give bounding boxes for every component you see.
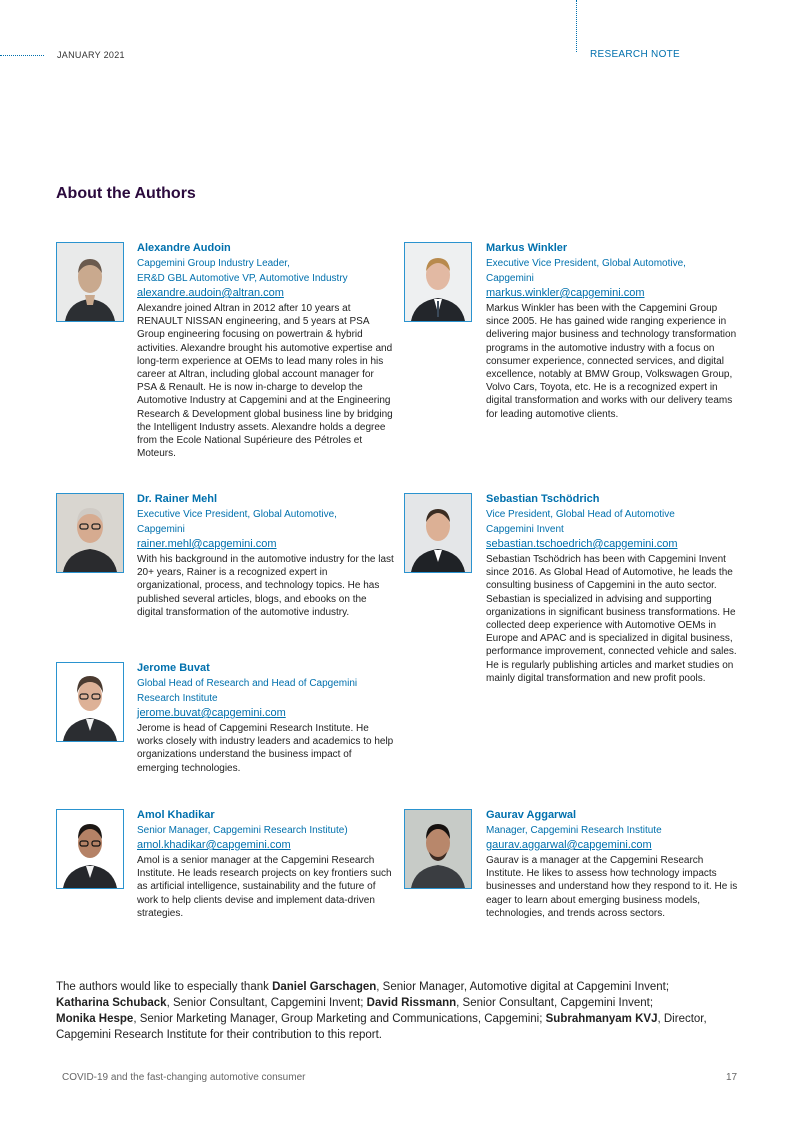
author-name: Amol Khadikar — [137, 809, 215, 821]
author-name: Sebastian Tschödrich — [486, 493, 600, 505]
author-role: Senior Manager, Capgemini Research Institute) — [137, 825, 348, 836]
thanks-person-name: Monika Hespe — [56, 1013, 134, 1025]
portrait-icon — [405, 243, 471, 321]
portrait-icon — [57, 243, 123, 321]
author-photo — [404, 493, 472, 573]
author-photo — [404, 809, 472, 889]
author-role: ER&D GBL Automotive VP, Automotive Industry — [137, 273, 348, 284]
author-role: Vice President, Global Head of Automotive — [486, 509, 675, 520]
author-photo — [56, 242, 124, 322]
author-role: Capgemini Invent — [486, 524, 564, 535]
acknowledgements — [56, 979, 746, 1043]
author-role: Manager, Capgemini Research Institute — [486, 825, 662, 836]
portrait-icon — [57, 494, 123, 572]
portrait-icon — [57, 663, 123, 741]
header-dotted-divider — [576, 0, 577, 52]
author-bio: Markus Winkler has been with the Capgemini Group since 2005. He has gained wide ranging experience in delivering major business and technology transformation programs in the automotive industry with a focus on consumer experience, connected services, and digital excellence, notably at BMW Group, Volkswagen Group, Volvo Cars, Toyota, etc. He is a recognized expert in digital transformation and works with our delivery teams for leading automotive clients. — [486, 303, 737, 420]
author-bio: Jerome is head of Capgemini Research Institute. He works closely with industry leaders and academics to help organizations understand the business impact of emerging technologies. — [137, 723, 394, 774]
author-email-link[interactable]: rainer.mehl@capgemini.com — [137, 538, 277, 550]
header-date: JANUARY 2021 — [57, 50, 125, 60]
thanks-person-name: Daniel Garschagen — [272, 981, 377, 993]
thanks-intro: The authors would like to especially thank — [56, 981, 273, 993]
author-bio: Alexandre joined Altran in 2012 after 10 years at RENAULT NISSAN engineering, and 5 years at PSA Group engineering focusing on powertrain & hybrid activities. Alexandre brought his automotive expertise and long-term experience at OEMs to lead many roles in his career at Altran, including global account manager for PSA & Renault. He is now in-charge to develop the Automotive Industry at Capgemini and at the Engineering Research & Development global business line by bridging the Intelligent Industry assets. Alexandre holds a degree from the Ecole National Supérieure des Pétroles et Moteurs. — [137, 303, 393, 460]
portrait-icon — [405, 810, 471, 888]
author-role: Capgemini — [137, 524, 185, 535]
author-name: Jerome Buvat — [137, 662, 210, 674]
author-photo — [56, 809, 124, 889]
thanks-person-name: Katharina Schuback — [56, 997, 167, 1009]
author-photo — [56, 493, 124, 573]
thanks-person-desc: , Director, Capgemini Research Institute for their contribution to this report. — [56, 1013, 707, 1041]
thanks-person-desc: , Senior Marketing Manager, Group Marketing and Communications, Capgemini; — [133, 1013, 546, 1025]
author-role: Capgemini Group Industry Leader, — [137, 258, 290, 269]
author-role: Executive Vice President, Global Automotive, — [137, 509, 337, 520]
page-title: About the Authors — [56, 185, 196, 202]
author-role: Executive Vice President, Global Automotive, — [486, 258, 686, 269]
author-role: Global Head of Research and Head of Capgemini — [137, 678, 358, 689]
author-name: Alexandre Audoin — [137, 242, 231, 254]
page-number: 17 — [726, 1072, 738, 1083]
author-bio: Sebastian Tschödrich has been with Capgemini Invent since 2016. As Global Head of Automotive, he leads the consulting business of Capgemini in the auto sector. Sebastian is specialized in advising and supporting organizations in significant business transformations. He collected deep experience with Automotive OEMs in Europe and APAC and is specialized in digital business, performance improvement, connected vehicle and sales. He is regularly publishing articles and market studies on mainly digital transformation and new profit pools. — [486, 554, 737, 684]
author-photo — [56, 662, 124, 742]
author-bio: With his background in the automotive industry for the last 20+ years, Rainer is a recognized expert in organizational, process, and technology topics. He has published several articles, blogs, and ebooks on the digital transformation of the automotive industry. — [137, 554, 394, 618]
thanks-person-desc: , Senior Manager, Automotive digital at Capgemini Invent; — [376, 981, 670, 993]
author-name: Dr. Rainer Mehl — [137, 493, 218, 505]
author-email-link[interactable]: gaurav.aggarwal@capgemini.com — [486, 839, 652, 851]
thanks-person-name: David Rissmann — [366, 997, 457, 1009]
author-role: Research Institute — [137, 693, 218, 704]
thanks-person-desc: , Senior Consultant, Capgemini Invent; — [166, 997, 367, 1009]
author-email-link[interactable]: jerome.buvat@capgemini.com — [137, 707, 286, 719]
author-photo — [404, 242, 472, 322]
author-email-link[interactable]: alexandre.audoin@altran.com — [137, 287, 284, 299]
footer-report-title: COVID-19 and the fast-changing automotive consumer — [62, 1072, 306, 1083]
author-role: Capgemini — [486, 273, 534, 284]
portrait-icon — [57, 810, 123, 888]
header-section-label: RESEARCH NOTE — [590, 49, 681, 60]
author-email-link[interactable]: amol.khadikar@capgemini.com — [137, 839, 291, 851]
author-bio: Gaurav is a manager at the Capgemini Research Institute. He likes to assess how technology impacts businesses and understand how they respond to it. He is eager to learn about emerging business models, technologies, and trends across sectors. — [486, 855, 738, 919]
author-name: Markus Winkler — [486, 242, 568, 254]
author-email-link[interactable]: sebastian.tschoedrich@capgemini.com — [486, 538, 678, 550]
portrait-icon — [405, 494, 471, 572]
header-dotted-rule — [0, 55, 44, 56]
author-name: Gaurav Aggarwal — [486, 809, 577, 821]
thanks-person-desc: , Senior Consultant, Capgemini Invent; — [456, 997, 654, 1009]
author-email-link[interactable]: markus.winkler@capgemini.com — [486, 287, 645, 299]
author-bio: Amol is a senior manager at the Capgemini Research Institute. He leads research projects on key frontiers such as artificial intelligence, sustainability and the future of work to help clients devise and implement data-driven strategies. — [137, 855, 392, 919]
thanks-person-name: Subrahmanyam KVJ — [545, 1013, 658, 1025]
